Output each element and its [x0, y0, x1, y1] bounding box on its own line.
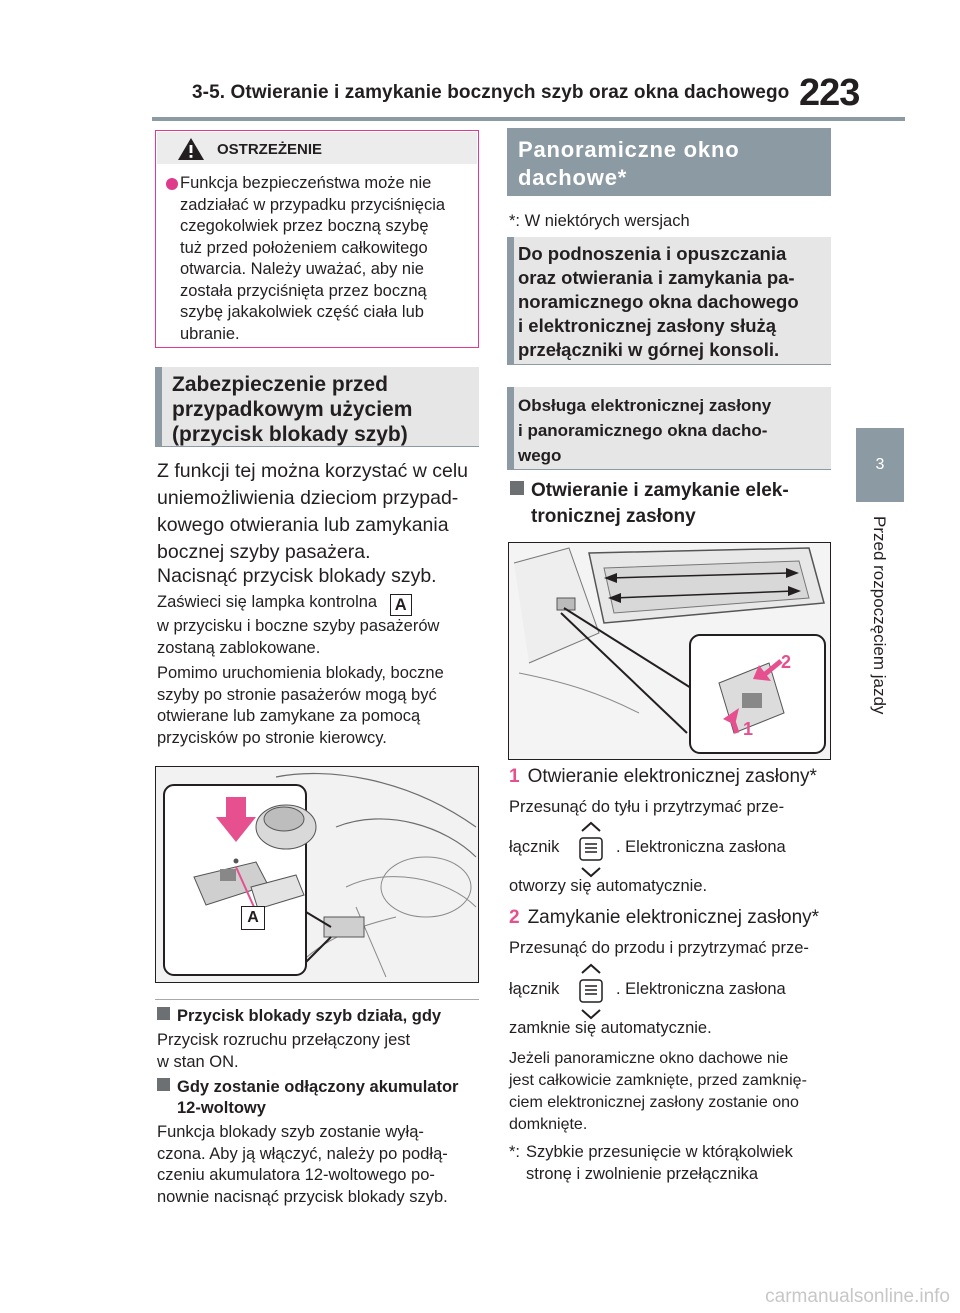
figure-label-2: 2: [781, 652, 792, 672]
watermark: carmanualsonline.info: [765, 1286, 950, 1307]
lamp-text: Zaświeci się lampka kontrolna A w przycisku i boczne szyby pasażerów zostaną zablokowane.: [157, 593, 440, 657]
step2-line1: Przesunąć do przodu i przytrzymać prze-: [509, 939, 809, 957]
lock-figure: [155, 766, 479, 983]
warning-bullet: [166, 178, 178, 190]
asterisk-text: Szybkie przesunięcie w którąkolwiek stronę i zwolnienie przełącznika: [526, 1143, 793, 1183]
warning-icon: [177, 137, 205, 161]
notes-separator: [155, 999, 479, 1000]
header-rule: [152, 117, 905, 121]
note2-text: Funkcja blokady szyb zostanie wyłą- czona. Aby ją włączyć, należy po podłą- czeniu akumulatora 12-woltowego po- nownie nacisnąć przycisk blokady szyb.: [157, 1123, 448, 1206]
page-number: 223: [799, 72, 860, 114]
sunroof-footnote: *: W niektórych wersjach: [509, 212, 690, 230]
operation-title: Obsługa elektronicznej zasłony i panoramicznego okna dacho- wego: [518, 396, 772, 465]
closing-text: Jeżeli panoramiczne okno dachowe nie jest całkowicie zamknięte, przed zamknię- ciem elektronicznej zasłony zostanie ono domknięte.: [509, 1050, 807, 1133]
step2-line2b: . Elektroniczna zasłona: [616, 980, 786, 998]
despite-text: Pomimo uruchomienia blokady, boczne szyby po stronie pasażerów mogą być otwierane lub zamykane za pomocą przycisków po stronie kierowcy.: [157, 664, 444, 747]
figure-label-a: A: [241, 906, 265, 930]
lock-illustration: [156, 767, 479, 983]
step1-line1: Przesunąć do tyłu i przytrzymać prze-: [509, 798, 785, 816]
console-figure: [508, 542, 831, 760]
step1-line2b: . Elektroniczna zasłona: [616, 838, 786, 856]
shade-subheading: Otwieranie i zamykanie elek- tronicznej zasłony: [510, 478, 789, 530]
shade-switch-icon: [577, 962, 605, 1022]
press-instruction: Nacisnąć przycisk blokady szyb.: [157, 565, 437, 587]
warning-text: Funkcja bezpieczeństwa może nie zadziałać w przypadku przyciśnięcia czegokolwiek przez boczną szybę tuż przed położeniem całkowitego otwarcia. Należy uważać, aby nie została przyciśnięta przez boczną szybę jakakolwiek część ciała lub ubranie.: [180, 174, 446, 343]
note2-title: Gdy zostanie odłączony akumulator 12-woltowy: [157, 1077, 458, 1119]
step2-title: 2 Zamykanie elektronicznej zasłony*: [509, 907, 820, 928]
step1-line3: otworzy się automatycznie.: [509, 877, 708, 895]
step1-title: 1 Otwieranie elektronicznej zasłony*: [509, 766, 817, 787]
label-a-badge: A: [390, 594, 412, 616]
note1-text: Przycisk rozruchu przełączony jest w stan ON.: [157, 1031, 411, 1071]
figure-label-1: 1: [743, 719, 754, 739]
chapter-label: Przed rozpoczęciem jazdy: [870, 516, 889, 715]
sunroof-title: Panoramiczne okno dachowe*: [518, 137, 740, 190]
warning-title: OSTRZEŻENIE: [217, 141, 323, 158]
lock-section-title: Zabezpieczenie przed przypadkowym użyciem (przycisk blokady szyb): [172, 373, 413, 446]
section-title: 3-5. Otwieranie i zamykanie bocznych szyb oraz okna dachowego: [192, 82, 790, 103]
asterisk-mark: *:: [509, 1143, 521, 1161]
step2-line2a: łącznik: [509, 980, 560, 998]
step1-line2a: łącznik: [509, 838, 560, 856]
note1-title: Przycisk blokady szyb działa, gdy: [157, 1007, 441, 1026]
lock-intro: Z funkcji tej można korzystać w celu uniemożliwienia dzieciom przypad- kowego otwierania lub zamykania bocznej szyby pasażera.: [157, 460, 469, 563]
sunroof-info-text: Do podnoszenia i opuszczania oraz otwierania i zamykania pa- noramicznego okna dachowego i elektronicznej zasłony służą przełączniki w górnej konsoli.: [518, 243, 799, 360]
step2-line3: zamknie się automatycznie.: [509, 1019, 712, 1037]
shade-switch-icon: [577, 820, 605, 880]
chapter-tab[interactable]: 3: [856, 428, 904, 502]
